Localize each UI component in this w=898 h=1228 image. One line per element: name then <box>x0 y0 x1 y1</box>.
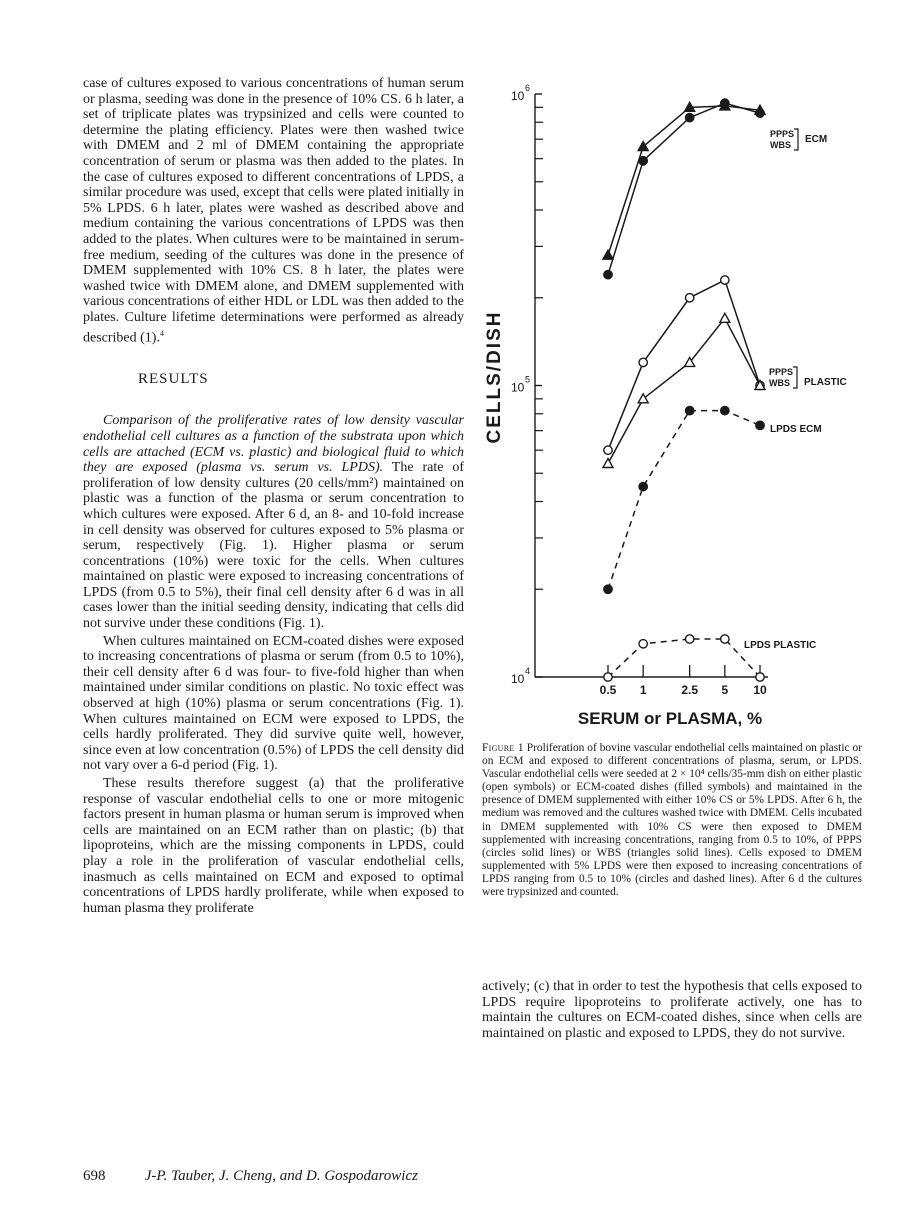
data-point <box>756 421 764 429</box>
legend-ecm-bracket <box>794 129 798 150</box>
x-tick-label: 1 <box>639 683 647 697</box>
series-lpds-ecm <box>604 406 764 593</box>
page-footer <box>83 1168 418 1185</box>
y-axis-label: CELLS/DISH <box>484 310 505 444</box>
footer-authors: J-P. Tauber, J. Cheng, and D. Gospodarowicz <box>144 1168 418 1184</box>
y-tick-label: 10 <box>511 380 525 395</box>
series-ppps-ecm <box>604 99 764 279</box>
chart-axes <box>535 94 768 677</box>
series-line <box>608 106 760 255</box>
caption-text: Proliferation of bovine vascular endothelial cells maintained on plastic or on ECM and exposed to different concentrations of plasma, serum, or LPDS. Vascular endothelial cells were seeded at 2 × 10⁴ cells/35-mm dish on either plastic (open symbols) or ECM-coated dishes (filled symbols) and maintained in the presence of DMEM supplemented with either 10% CS or 5% LPDS. After 6 h, the medium was removed and the cultures washed twice with DMEM. Cells incubated in DMEM supplemented with 10% CS were then exposed to DMEM supplemented with increasing concentrations, ranging from 0.5 to 10%, of PPPS (circles solid lines) or WBS (triangles solid lines). Cells exposed to DMEM supplemented with 5% LPDS were then exposed to increasing concentrations of LPDS ranging from 0.5 to 10% (circles and dashed lines). After 6 d the cultures were trypsinized and counted. <box>482 742 862 899</box>
legend-ecm-ppps: PPPS <box>770 129 795 139</box>
data-point <box>685 635 693 643</box>
figure-caption <box>482 742 862 899</box>
x-tick-label: 10 <box>753 683 767 697</box>
series-line <box>608 639 760 677</box>
footnote-marker: 4 <box>159 328 164 338</box>
page-number: 698 <box>83 1168 106 1184</box>
series-wbs-plastic <box>603 313 765 467</box>
y-tick-exponent: 5 <box>525 374 531 385</box>
series-line <box>608 103 760 274</box>
legend-plastic-wbs: WBS <box>769 378 790 388</box>
legend-ecm-wbs: WBS <box>770 140 791 150</box>
data-point <box>639 640 647 648</box>
data-point <box>685 294 693 302</box>
y-tick-label: 10 <box>511 89 525 103</box>
y-axis-ticks <box>511 83 543 686</box>
data-point <box>603 459 613 468</box>
data-point <box>756 673 764 681</box>
results-heading: RESULTS <box>138 370 209 387</box>
intro-paragraph: case of cultures exposed to various concentrations of human serum or plasma, seeding was done in the presence of 10% CS. 6 h later, a set of triplicate plates was trypsinized and cells were counted to determine the plating efficiency. Plates were then washed twice with DMEM and 2 ml of DMEM containing the appropriate concentration of serum or plasma was then added to the plates. In the case of cultures exposed to different concentrations of LPDS, a similar procedure was used, except that cells were plated initially in 5% LPDS. 6 h later, plates were washed as described above and medium containing the various concentrations of LPDS was then added to the plates. When cultures were to be maintained in serum-free medium, seeding of the cultures was done in the presence of DMEM supplemented with 10% CS. 8 h later, the plates were washed twice with DMEM alone, and DMEM supplemented with various concentrations of either HDL or LDL was then added to the plates. Culture lifetime determinations were performed as already described (1).$^4$ <box>83 76 464 346</box>
series-line <box>608 280 760 450</box>
x-tick-label: 5 <box>721 683 729 697</box>
results-subheading: Comparison of the proliferative rates of low density vascular endothelial cell cultures as a function of the substrata upon which cells are attached (ECM vs. plastic) and biological fluid to which they are exposed (plasma vs. serum vs. LPDS). <box>83 413 464 476</box>
y-tick-exponent: 6 <box>525 83 531 93</box>
x-axis-ticks <box>600 665 767 697</box>
series-wbs-ecm <box>603 101 765 259</box>
legend-plastic-group: PLASTIC <box>804 377 847 388</box>
data-point <box>604 446 612 454</box>
data-point <box>721 276 729 284</box>
series-line <box>608 318 760 463</box>
left-column <box>83 76 464 916</box>
legend-lpds-ecm: LPDS ECM <box>770 424 822 435</box>
legend-ecm-group: ECM <box>805 134 828 145</box>
series-line <box>608 411 760 590</box>
series-lpds-plastic <box>604 635 764 681</box>
data-point <box>685 113 693 121</box>
legend-plastic-ppps: PPPS <box>769 367 794 377</box>
data-point <box>604 270 612 278</box>
y-tick-exponent: 4 <box>525 666 531 676</box>
data-point <box>604 673 612 681</box>
data-point <box>639 482 647 490</box>
x-axis-label: SERUM or PLASMA, % <box>577 709 763 728</box>
data-point <box>720 313 730 322</box>
x-tick-label: 2.5 <box>681 683 699 697</box>
results-paragraph-3: These results therefore suggest (a) that the proliferative response of vascular endothelial cells to one or more mitogenic factors present in human plasma or human serum is improved when cells are maintained on an ECM rather than on plastic; (b) that lipoproteins, which are the missing components in LPDS, could play a role in the proliferation of vascular endothelial cells, inasmuch as cells maintained on ECM and exposed to optimal concentrations of LPDS hardly proliferate, while when exposed to human plasma they proliferate <box>83 776 464 916</box>
data-point <box>685 406 693 414</box>
results-paragraph-2: When cultures maintained on ECM-coated dishes were exposed to increasing concentrations of plasma or serum (from 0.5 to 10%), their cell density after 6 d was four- to five-fold higher than when maintained under similar conditions on plastic. No toxic effect was observed at high (10%) plasma or serum concentrations (Fig. 1). When cultures maintained on ECM were exposed to LPDS, the cells hardly proliferated. They did survive quite well, however, since even at low concentration (0.5%) of LPDS the cell density did not vary over a 6-d period (Fig. 1). <box>83 633 465 774</box>
x-tick-label: 0.5 <box>599 683 617 697</box>
data-point <box>603 250 613 259</box>
right-column-text: actively; (c) that in order to test the hypothesis that cells exposed to LPDS require lipoproteins to proliferate actively, one has to maintain the cultures on ECM-coated dishes, since when cells are maintained on plastic and exposed to LPDS, they do not survive. <box>482 979 862 1041</box>
chart-series <box>603 99 765 681</box>
caption-label: Figure 1 <box>482 742 524 754</box>
legend-lpds-plastic: LPDS PLASTIC <box>744 640 817 651</box>
data-point <box>639 358 647 366</box>
legend-plastic-bracket <box>793 367 797 388</box>
results-paragraph-1: Comparison of the proliferative rates of low density vascular endothelial cell cultures as a function of the substrata upon which cells are attached (ECM vs. plastic) and biological fluid to which they are exposed (plasma vs. serum vs. LPDS). The rate of proliferation of low density cultures (20 cells/mm²) maintained on plastic was a function of the plasma or serum concentration to which cultures were exposed. After 6 d, an 8- and 10-fold increase in cell density was observed for cultures exposed to 5% plasma or serum, respectively (Fig. 1). Higher plasma or serum concentrations (10%) were toxic for the cells. When cultures maintained on plastic were exposed to increasing concentrations of LPDS (from 0.5 to 5%), their final cell density after 6 d was in all cases lower than the initial seeding density, indicating that cells did not survive under these conditions (Fig. 1). <box>83 413 464 632</box>
data-point <box>604 585 612 593</box>
data-point <box>721 406 729 414</box>
y-tick-label: 10 <box>511 672 525 686</box>
data-point <box>721 635 729 643</box>
figure-1-chart <box>478 72 878 732</box>
